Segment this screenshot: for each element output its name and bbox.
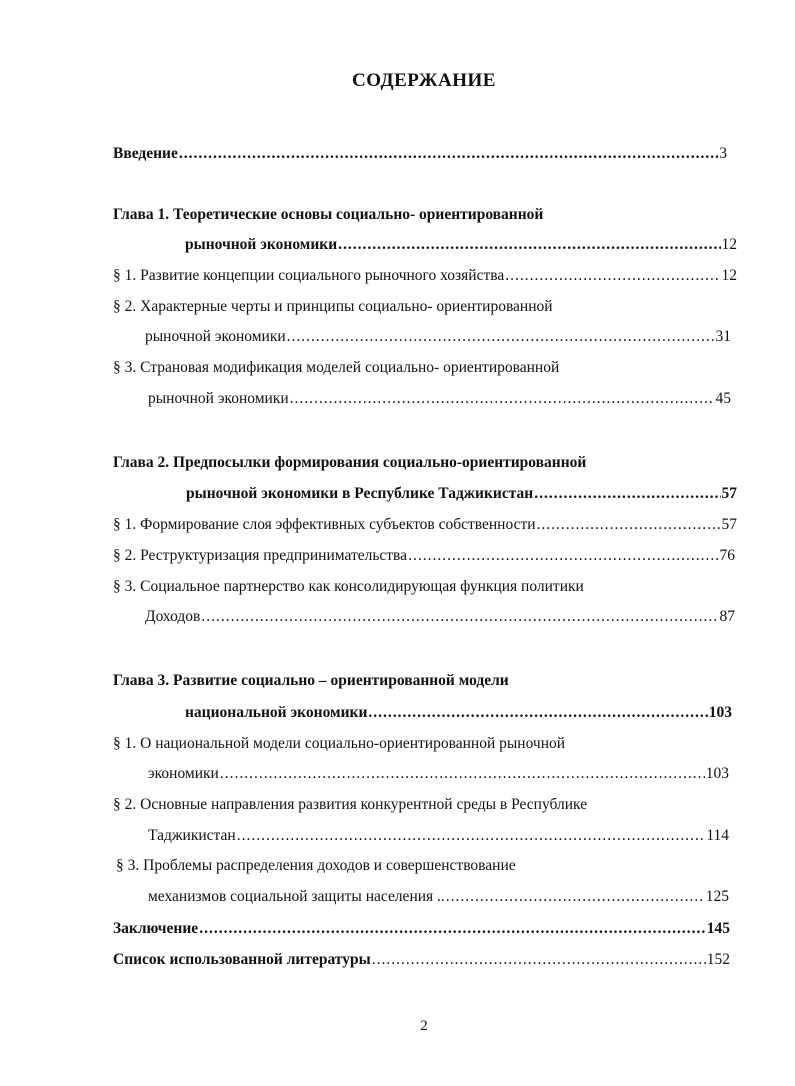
toc-chapter2-title[interactable]: Глава 2. Предпосылки формирования социально-ориентированной bbox=[113, 454, 587, 471]
toc-intro-label: Введение bbox=[113, 145, 178, 162]
toc-ch3-sec3-label: механизмов социальной защиты населения .. bbox=[148, 888, 445, 905]
toc-ch3-sec3[interactable] bbox=[148, 886, 729, 908]
toc-chapter3-page: 103 bbox=[708, 704, 732, 721]
toc-chapter2-subtitle: рыночной экономики в Республике Таджикистан bbox=[186, 485, 534, 502]
toc-ch1-sec3[interactable] bbox=[148, 388, 731, 410]
toc-ch2-sec2[interactable] bbox=[113, 545, 735, 567]
leader-dots bbox=[408, 545, 718, 567]
toc-bibliography-label: Список использованной литературы bbox=[113, 951, 371, 968]
toc-ch2-sec2-label: § 2. Реструктуризация предпринимательства bbox=[113, 547, 408, 564]
leader-dots bbox=[237, 825, 706, 847]
toc-ch1-sec1-page: 12 bbox=[721, 267, 737, 284]
page-title: СОДЕРЖАНИЕ bbox=[352, 70, 496, 91]
toc-ch1-sec2-title[interactable]: § 2. Характерные черты и принципы социально- ориентированной bbox=[113, 298, 553, 315]
toc-ch2-sec1-label: § 1. Формирование слоя эффективных субъектов собственности bbox=[113, 516, 536, 533]
toc-ch2-sec3-label: Доходов bbox=[145, 608, 201, 625]
toc-chapter3[interactable] bbox=[185, 702, 732, 724]
leader-dots bbox=[199, 918, 706, 940]
toc-ch1-sec1[interactable] bbox=[113, 265, 737, 287]
page-number: 2 bbox=[420, 1018, 428, 1034]
leader-dots bbox=[446, 886, 705, 908]
leader-dots bbox=[290, 388, 715, 410]
leader-dots bbox=[537, 514, 721, 536]
toc-ch3-sec1-title[interactable]: § 1. О национальной модели социально-ориентированной рыночной bbox=[113, 735, 566, 752]
leader-dots bbox=[338, 234, 720, 256]
toc-bibliography-page: 152 bbox=[706, 951, 730, 968]
toc-ch1-sec3-label: рыночной экономики bbox=[148, 390, 289, 407]
toc-intro-page: 3 bbox=[719, 145, 727, 162]
toc-ch3-sec1-page: 103 bbox=[705, 765, 729, 782]
toc-ch3-sec2[interactable] bbox=[148, 825, 729, 847]
leader-dots bbox=[505, 265, 720, 287]
toc-chapter1-subtitle: рыночной экономики bbox=[185, 236, 338, 253]
toc-ch1-sec3-page: 45 bbox=[715, 390, 731, 407]
toc-ch2-sec3-page: 87 bbox=[719, 608, 735, 625]
toc-intro[interactable] bbox=[113, 143, 727, 165]
leader-dots bbox=[372, 949, 706, 971]
toc-chapter1-page: 12 bbox=[721, 236, 737, 253]
toc-ch3-sec2-title[interactable]: § 2. Основные направления развития конкурентной среды в Республике bbox=[113, 796, 588, 813]
toc-ch1-sec2-label: рыночной экономики bbox=[145, 328, 286, 345]
toc-chapter1[interactable] bbox=[185, 234, 737, 256]
leader-dots bbox=[368, 702, 707, 724]
toc-ch1-sec3-title[interactable]: § 3. Страновая модификация моделей социально- ориентированной bbox=[113, 359, 560, 376]
toc-ch2-sec1[interactable] bbox=[113, 514, 737, 536]
leader-dots bbox=[287, 326, 715, 348]
leader-dots bbox=[534, 483, 720, 505]
toc-chapter2-page: 57 bbox=[721, 485, 737, 502]
toc-ch1-sec1-label: § 1. Развитие концепции социального рыночного хозяйства bbox=[113, 267, 505, 284]
toc-ch3-sec3-page: 125 bbox=[705, 888, 729, 905]
toc-ch3-sec2-label: Таджикистан bbox=[148, 827, 236, 844]
toc-chapter2[interactable] bbox=[186, 483, 737, 505]
toc-chapter1-title[interactable]: Глава 1. Теоретические основы социально- ориентированной bbox=[113, 206, 544, 223]
toc-chapter3-subtitle: национальной экономики bbox=[185, 704, 368, 721]
toc-ch3-sec1-label: экономики bbox=[148, 765, 219, 782]
toc-bibliography[interactable] bbox=[113, 949, 730, 971]
toc-ch2-sec1-page: 57 bbox=[721, 516, 737, 533]
toc-ch1-sec2[interactable] bbox=[145, 326, 731, 348]
toc-ch2-sec3[interactable] bbox=[145, 606, 735, 628]
leader-dots bbox=[179, 143, 718, 165]
toc-chapter3-title[interactable]: Глава 3. Развитие социально – ориентированной модели bbox=[113, 672, 509, 689]
leader-dots bbox=[220, 763, 705, 785]
toc-conclusion-page: 145 bbox=[706, 920, 730, 937]
toc-ch3-sec1[interactable] bbox=[148, 763, 729, 785]
leader-dots bbox=[201, 606, 718, 628]
toc-ch2-sec2-page: 76 bbox=[719, 547, 735, 564]
toc-ch2-sec3-title[interactable]: § 3. Социальное партнерство как консолидирующая функция политики bbox=[113, 578, 584, 595]
toc-ch3-sec2-page: 114 bbox=[706, 827, 729, 844]
toc-conclusion[interactable] bbox=[113, 918, 730, 940]
toc-conclusion-label: Заключение bbox=[113, 920, 199, 937]
toc-ch3-sec3-title[interactable]: § 3. Проблемы распределения доходов и совершенствование bbox=[116, 857, 516, 874]
toc-ch1-sec2-page: 31 bbox=[715, 328, 731, 345]
